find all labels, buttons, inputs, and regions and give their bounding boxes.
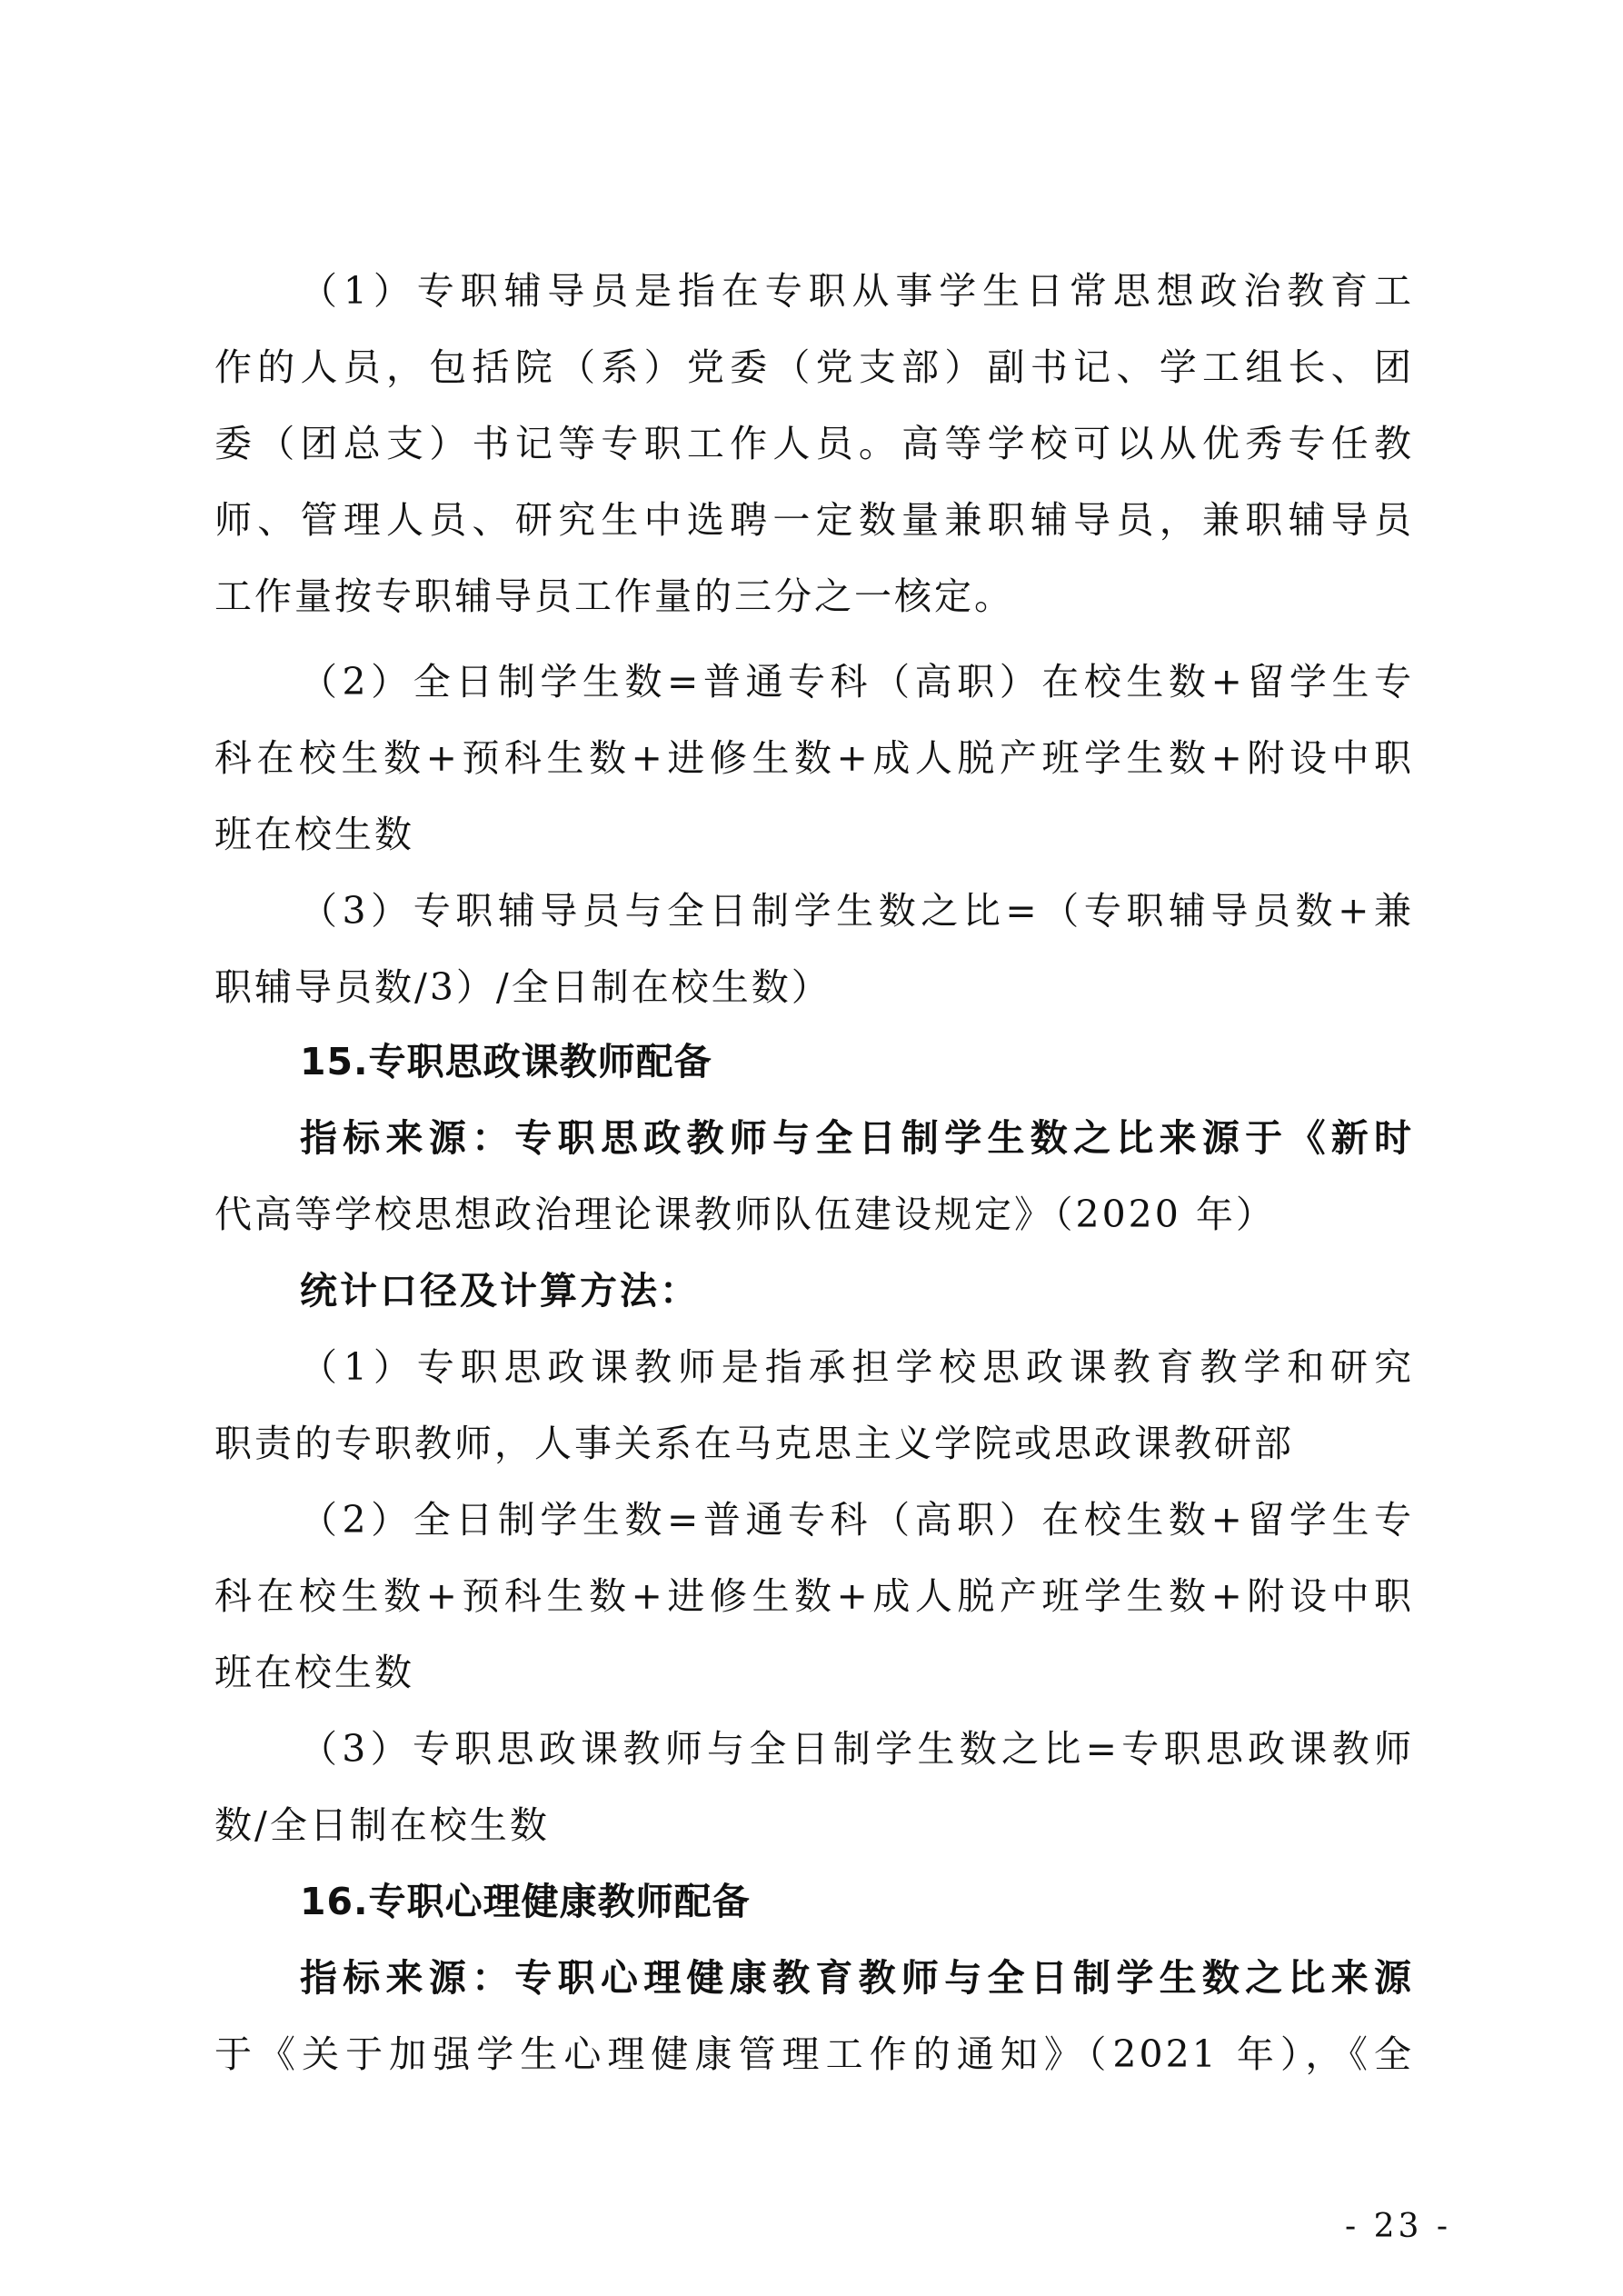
source-line: 指标来源：专职心理健康教育教师与全日制学生数之比来源 — [300, 1956, 1414, 2000]
paragraph-line: 委（团总支）书记等专职工作人员。高等学校可以从优秀专任教 — [214, 422, 1414, 465]
paragraph-line: （3）专职辅导员与全日制学生数之比=（专职辅导员数+兼 — [300, 889, 1414, 933]
section-heading-15: 15.专职思政课教师配备 — [300, 1040, 712, 1083]
paragraph-line: 职辅导员数/3）/全日制在校生数） — [214, 965, 831, 1009]
paragraph-line: （3）专职思政课教师与全日制学生数之比=专职思政课教师 — [300, 1727, 1414, 1771]
method-label: 统计口径及计算方法： — [300, 1269, 700, 1313]
paragraph-line: 于《关于加强学生心理健康管理工作的通知》（2021 年），《全 — [214, 2032, 1414, 2076]
paragraph-line: 科在校生数+预科生数+进修生数+成人脱产班学生数+附设中职 — [214, 736, 1414, 780]
paragraph-line: （1）专职辅导员是指在专职从事学生日常思想政治教育工 — [300, 269, 1414, 313]
paragraph-line: 师、管理人员、研究生中选聘一定数量兼职辅导员，兼职辅导员 — [214, 498, 1414, 542]
paragraph-line: 职责的专职教师，人事关系在马克思主义学院或思政课教研部 — [214, 1422, 1294, 1465]
paragraph-line: 班在校生数 — [214, 1651, 414, 1694]
page-number: - 23 - — [1345, 2208, 1452, 2245]
source-line: 指标来源：专职思政教师与全日制学生数之比来源于《新时 — [300, 1116, 1414, 1160]
paragraph-line: （2）全日制学生数=普通专科（高职）在校生数+留学生专 — [300, 1498, 1414, 1542]
section-heading-16: 16.专职心理健康教师配备 — [300, 1880, 751, 1923]
paragraph-line: （2）全日制学生数=普通专科（高职）在校生数+留学生专 — [300, 660, 1414, 704]
paragraph-line: 作的人员，包括院（系）党委（党支部）副书记、学工组长、团 — [214, 345, 1414, 389]
paragraph-line: 班在校生数 — [214, 813, 414, 856]
paragraph-line: 科在校生数+预科生数+进修生数+成人脱产班学生数+附设中职 — [214, 1574, 1414, 1618]
paragraph-line: 代高等学校思想政治理论课教师队伍建设规定》（2020 年） — [214, 1193, 1276, 1236]
paragraph-line: 数/全日制在校生数 — [214, 1803, 550, 1847]
paragraph-line: 工作量按专职辅导员工作量的三分之一核定。 — [214, 574, 1014, 618]
paragraph-line: （1）专职思政课教师是指承担学校思政课教育教学和研究 — [300, 1345, 1414, 1389]
